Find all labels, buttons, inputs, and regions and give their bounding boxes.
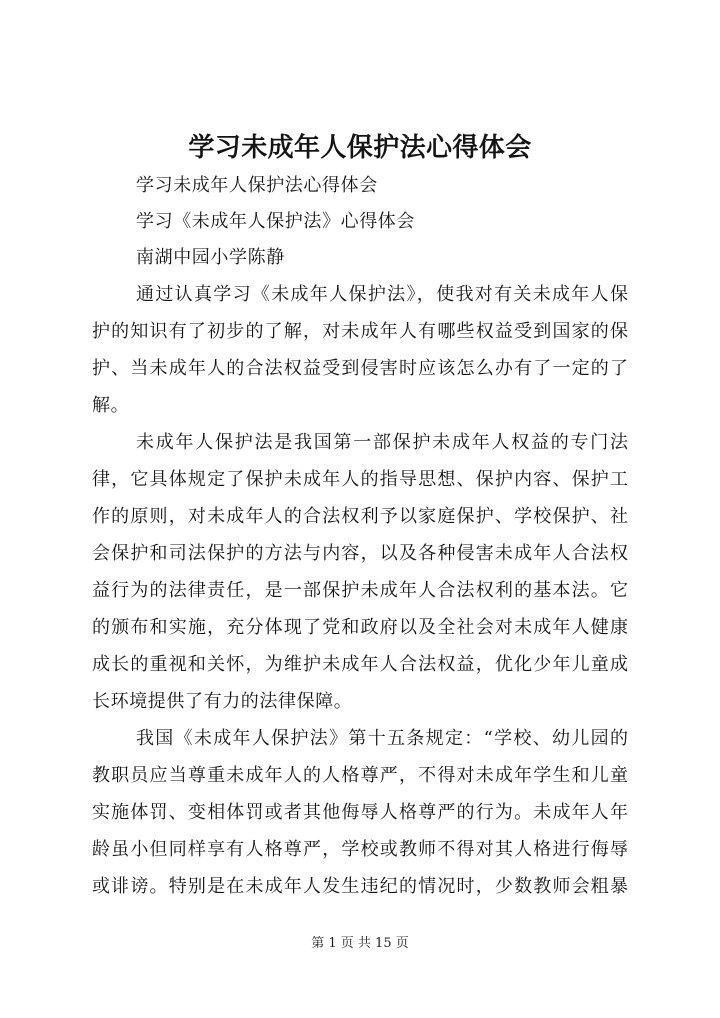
text-line: 益行为的法律责任，是一部保护未成年人合法权利的基本法。它	[92, 580, 628, 601]
text-line: 的颁布和实施，充分体现了党和政府以及全社会对未成年人健康	[92, 617, 628, 638]
paragraph-1	[92, 276, 628, 424]
paragraph-2	[92, 424, 628, 720]
text-line: 律，它具体规定了保护未成年人的指导思想、保护内容、保护工	[92, 469, 628, 490]
text-line: 长环境提供了有力的法律保障。	[92, 691, 353, 712]
document-title: 学习未成年人保护法心得体会	[188, 133, 532, 163]
text-line: 实施体罚、变相体罚或者其他侮辱人格尊严的行为。未成年人年	[92, 802, 628, 823]
text-line: 我国《未成年人保护法》第十五条规定：“学校、幼儿园的	[136, 728, 628, 749]
text-line: 龄虽小但同样享有人格尊严，学校或教师不得对其人格进行侮辱	[92, 839, 628, 860]
text-line: 护的知识有了初步的了解，对未成年人有哪些权益受到国家的保	[92, 321, 628, 342]
document-body	[92, 168, 628, 905]
subtitle-line: 学习《未成年人保护法》心得体会	[136, 211, 415, 232]
text-line: 解。	[92, 395, 130, 416]
text-line: 会保护和司法保护的方法与内容，以及各种侵害未成年人合法权	[92, 543, 628, 564]
text-line: 教职员应当尊重未成年人的人格尊严，不得对未成年学生和儿童	[92, 765, 628, 786]
text-line: 未成年人保护法是我国第一部保护未成年人权益的专门法	[136, 432, 628, 453]
text-line: 或诽谤。特别是在未成年人发生违纪的情况时，少数教师会粗暴	[92, 876, 628, 897]
text-line: 作的原则，对未成年人的合法权利予以家庭保护、学校保护、社	[92, 506, 628, 527]
text-line: 通过认真学习《未成年人保护法》，使我对有关未成年人保	[136, 284, 628, 305]
page-footer: 第 1 页 共 15 页	[311, 936, 409, 951]
subtitle-line: 学习未成年人保护法心得体会	[136, 175, 378, 196]
text-line: 成长的重视和关怀，为维护未成年人合法权益，优化少年儿童成	[92, 654, 628, 675]
text-line: 护、当未成年人的合法权益受到侵害时应该怎么办有了一定的了	[92, 358, 628, 379]
paragraph-3	[92, 720, 628, 905]
author-line: 南湖中园小学陈静	[136, 247, 285, 268]
